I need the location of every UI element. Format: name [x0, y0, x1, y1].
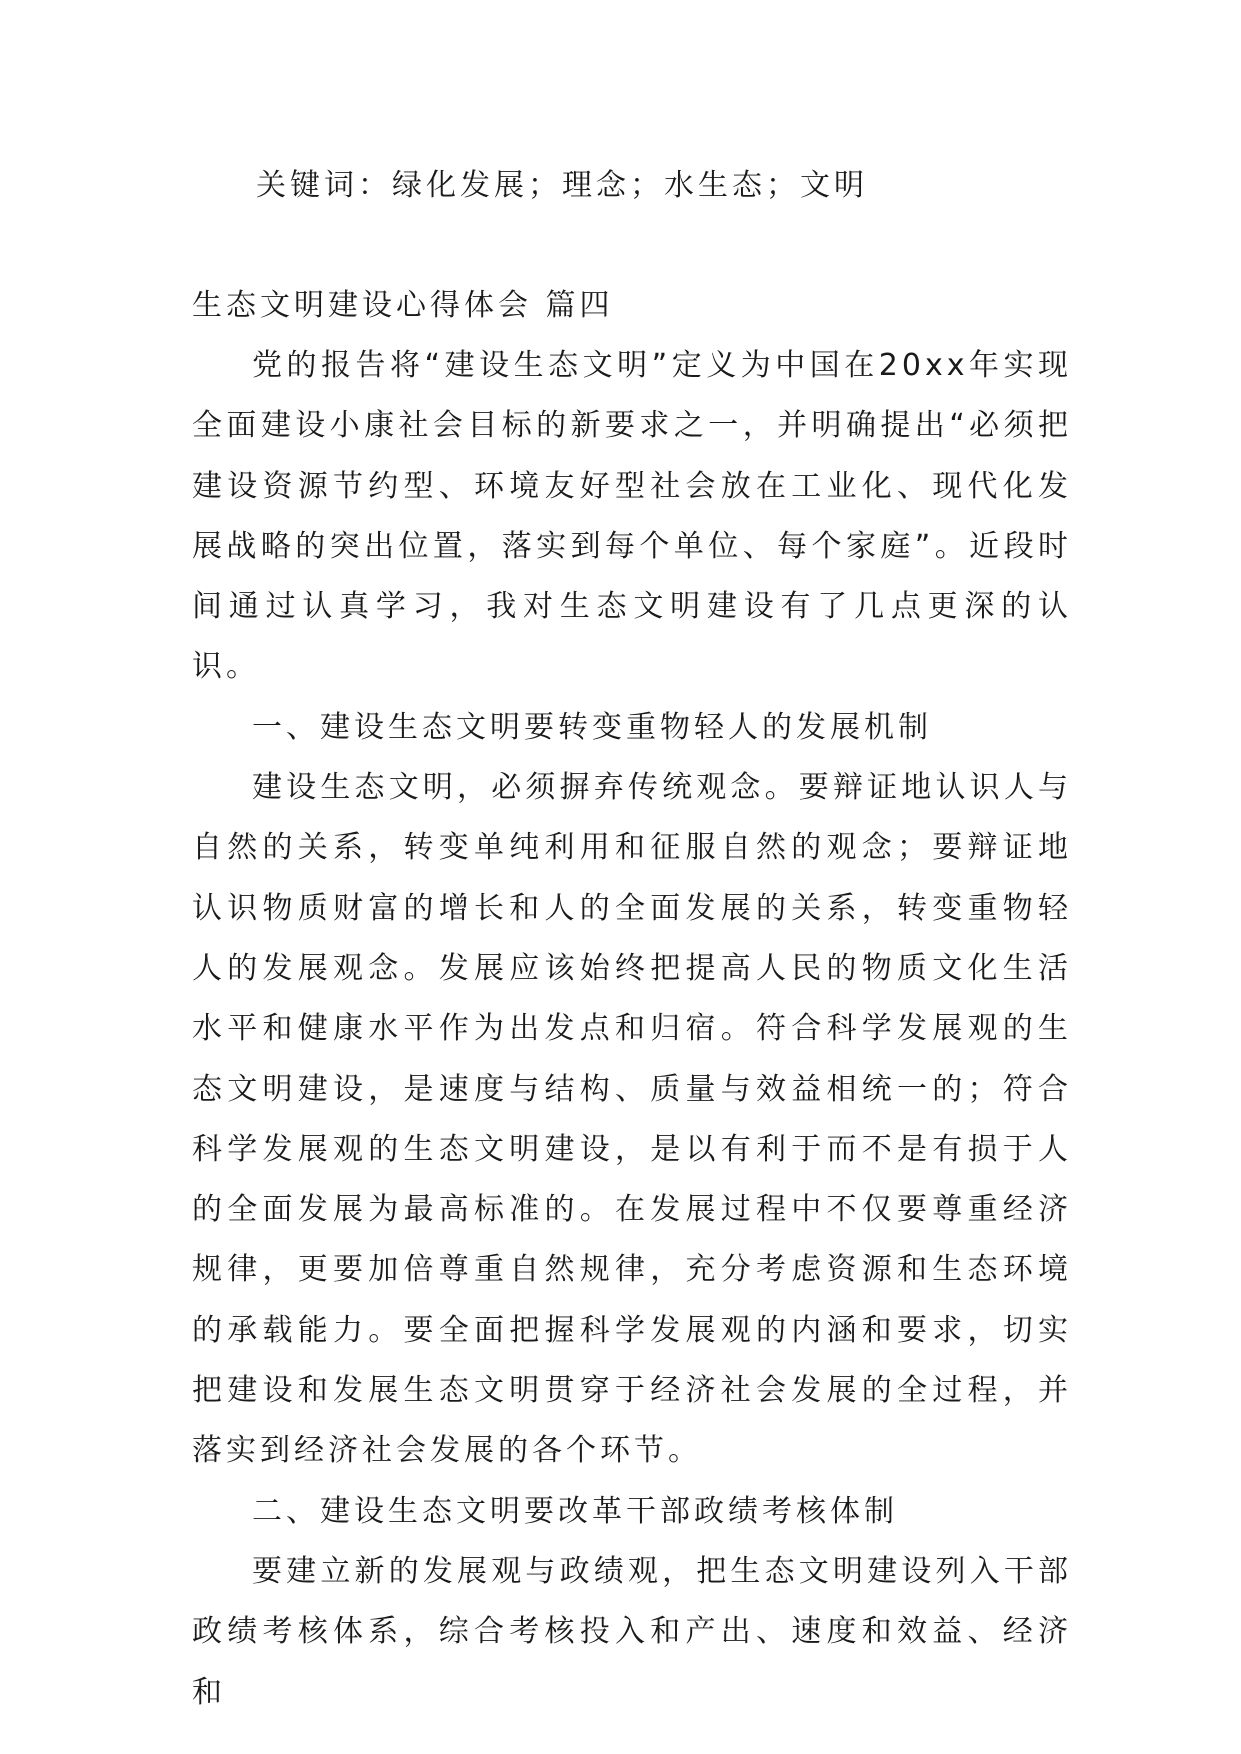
paragraph-two: 要建立新的发展观与政绩观，把生态文明建设列入干部政绩考核体系，综合考核投入和产出、速度和效益、经济和	[192, 1553, 1072, 1710]
section-title: 生态文明建设心得体会 篇四	[192, 288, 614, 323]
paragraph-one: 建设生态文明，必须摒弃传统观念。要辩证地认识人与自然的关系，转变单纯利用和征服自然的观念；要辩证地认识物质财富的增长和人的全面发展的关系，转变重物轻人的发展观念。发展应该始终把提高人民的物质文化生活水平和健康水平作为出发点和归宿。符合科学发展观的生态文明建设，是速度与结构、质量与效益相统一的；符合科学发展观的生态文明建设，是以有利于而不是有损于人的全面发展为最高标准的。在发展过程中不仅要尊重经济规律，更要加倍尊重自然规律，充分考虑资源和生态环境的承载能力。要全面把握科学发展观的内涵和要求，切实把建设和发展生态文明贯穿于经济社会发展的全过程，并落实到经济社会发展的各个环节。	[192, 770, 1072, 1469]
document-body	[192, 156, 1072, 1723]
heading-two: 二、建设生态文明要改革干部政绩考核体制	[252, 1493, 898, 1529]
paragraph-intro: 党的报告将“建设生态文明”定义为中国在20xx年实现全面建设小康社会目标的新要求之一，并明确提出“必须把建设资源节约型、环境友好型社会放在工业化、现代化发展战略的突出位置，落实到每个单位、每个家庭”。近段时间通过认真学习，我对生态文明建设有了几点更深的认识。	[192, 348, 1072, 685]
heading-one: 一、建设生态文明要转变重物轻人的发展机制	[252, 709, 932, 745]
keywords-line: 关键词：绿化发展；理念；水生态；文明	[256, 168, 868, 203]
